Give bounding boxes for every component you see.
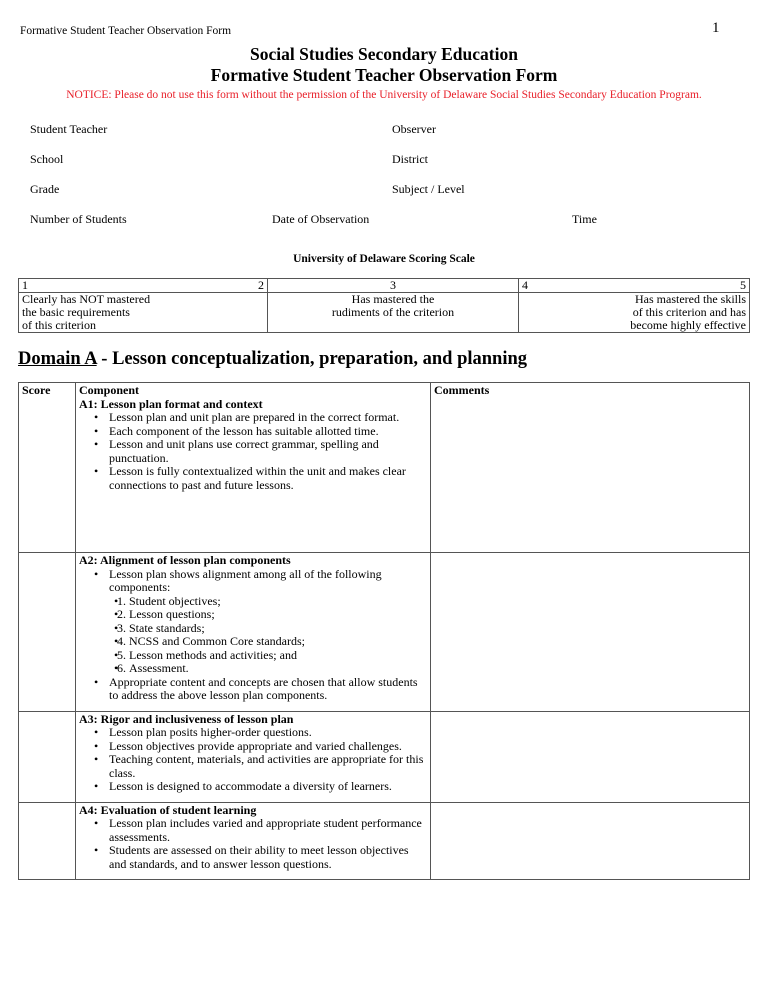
scale-desc-1: the basic requirements <box>22 305 130 319</box>
score-header: Score <box>22 383 51 397</box>
scale-1: 1 <box>22 278 28 292</box>
score-cell-a3[interactable] <box>19 711 76 802</box>
bullet: • Lesson plan posits higher-order questions. <box>109 726 427 740</box>
component-title: A2: Alignment of lesson plan components <box>79 553 291 567</box>
component-title: A1: Lesson plan format and context <box>79 396 263 411</box>
title-line-1: Social Studies Secondary Education <box>250 44 518 64</box>
domain-heading <box>18 349 527 370</box>
scale-desc-3: rudiments of the criterion <box>331 305 455 319</box>
bullet: • Teaching content, materials, and activities are appropriate for this class. <box>109 753 427 780</box>
comments-cell-a2[interactable] <box>431 553 750 712</box>
bullet: • Lesson is fully contextualized within the unit and makes clear connections to past and future lessons. <box>109 465 427 492</box>
scale-desc-5: become highly effective <box>630 318 746 332</box>
scale-desc-5: Has mastered the skills <box>635 292 746 306</box>
list-item: • 6. Assessment. <box>129 662 427 676</box>
district-label: District <box>392 152 428 166</box>
bullet: • Lesson plan and unit plan are prepared in the correct format. <box>109 411 427 425</box>
bullet: • Lesson is designed to accommodate a diversity of learners. <box>109 780 427 794</box>
scale-4: 4 <box>522 278 528 292</box>
scale-desc-5: of this criterion and has <box>632 305 746 319</box>
scale-3: 3 <box>268 279 519 293</box>
scale-title: University of Delaware Scoring Scale <box>293 253 475 265</box>
bullet: • Students are assessed on their ability to meet lesson objectives and standards, and to answer lesson questions. <box>109 844 427 871</box>
page-number: 1 <box>712 20 720 36</box>
score-cell-a2[interactable] <box>19 553 76 712</box>
component-title: A4: Evaluation of student learning <box>79 802 257 817</box>
observer-label: Observer <box>392 122 436 136</box>
list-item: • 4. NCSS and Common Core standards; <box>129 635 427 649</box>
subject-label: Subject / Level <box>392 182 465 196</box>
notice: NOTICE: Please do not use this form without the permission of the University of Delaware Social Studies Secondary Education Program. <box>66 89 702 101</box>
running-header: Formative Student Teacher Observation Form <box>20 25 232 37</box>
school-label: School <box>30 152 64 166</box>
list-item: • 2. Lesson questions; <box>129 608 427 622</box>
score-cell-a4[interactable] <box>19 802 76 880</box>
title-line-2: Formative Student Teacher Observation Form <box>210 65 558 85</box>
list-item: • 3. State standards; <box>129 622 427 636</box>
bullet-text: Lesson plan shows alignment among all of the following components: <box>109 566 382 594</box>
comments-header: Comments <box>434 383 490 397</box>
scale-desc-3: Has mastered the <box>351 292 435 306</box>
comments-cell-a3[interactable] <box>431 711 750 802</box>
scale-5: 5 <box>740 278 746 292</box>
bullet: • Lesson and unit plans use correct grammar, spelling and punctuation. <box>109 438 427 465</box>
domain-title: - Lesson conceptualization, preparation, and planning <box>96 349 528 369</box>
scoring-scale-table <box>18 278 750 333</box>
time-label: Time <box>572 212 597 226</box>
num-students-label: Number of Students <box>30 212 127 226</box>
scale-2: 2 <box>258 278 264 292</box>
date-label: Date of Observation <box>272 212 370 226</box>
student-teacher-label: Student Teacher <box>30 122 108 136</box>
bullet: • Lesson plan includes varied and appropriate student performance assessments. <box>109 817 427 844</box>
component-table <box>18 382 750 880</box>
bullet: • Each component of the lesson has suitable allotted time. <box>109 425 427 439</box>
comments-cell-a4[interactable] <box>431 802 750 880</box>
list-item: • 1. Student objectives; <box>129 595 427 609</box>
scale-desc-1: of this criterion <box>22 318 96 332</box>
bullet <box>109 568 427 676</box>
component-title: A3: Rigor and inclusiveness of lesson plan <box>79 711 294 726</box>
bullet: • Appropriate content and concepts are chosen that allow students to address the above lesson plan components. <box>109 676 427 703</box>
grade-label: Grade <box>30 182 60 196</box>
scale-desc-1: Clearly has NOT mastered <box>22 292 151 306</box>
list-item: • 5. Lesson methods and activities; and <box>129 649 427 663</box>
component-header: Component <box>79 383 140 397</box>
domain-label: Domain A <box>18 349 97 369</box>
bullet: • Lesson objectives provide appropriate and varied challenges. <box>109 740 427 754</box>
